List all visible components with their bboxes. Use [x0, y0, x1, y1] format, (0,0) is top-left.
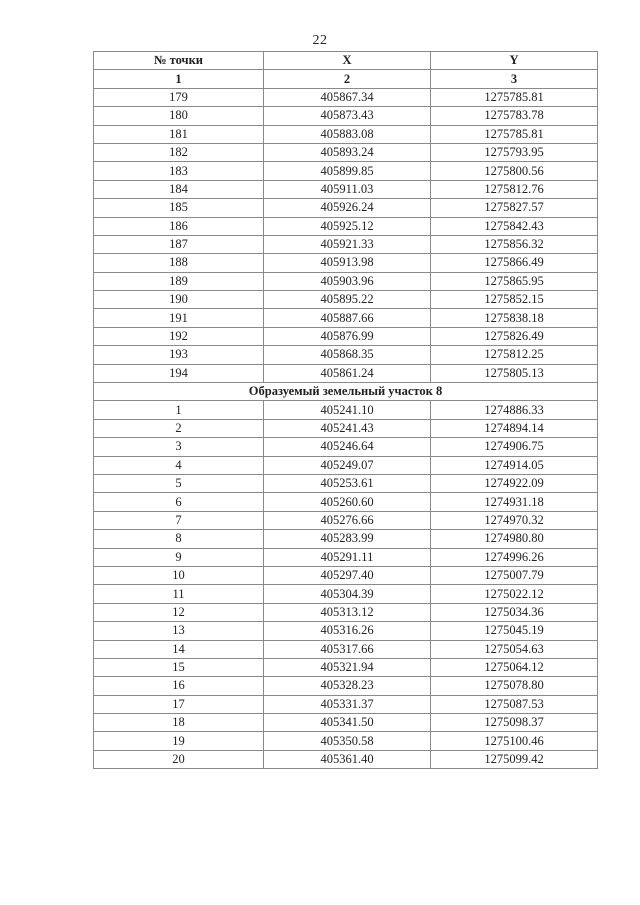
x-cell: 405887.66 [264, 309, 431, 327]
column-number: 3 [431, 70, 598, 88]
table-row [94, 88, 598, 106]
y-cell: 1275078.80 [431, 677, 598, 695]
y-cell: 1274886.33 [431, 401, 598, 419]
x-cell: 405313.12 [264, 603, 431, 621]
table-row [94, 622, 598, 640]
x-cell: 405350.58 [264, 732, 431, 750]
table-row [94, 180, 598, 198]
table-row [94, 291, 598, 309]
table-row [94, 640, 598, 658]
y-cell: 1275856.32 [431, 235, 598, 253]
y-cell: 1275785.81 [431, 88, 598, 106]
point-number-cell: 6 [94, 493, 264, 511]
point-number-cell: 188 [94, 254, 264, 272]
y-cell: 1275098.37 [431, 714, 598, 732]
y-cell: 1275783.78 [431, 107, 598, 125]
table-row [94, 566, 598, 584]
y-cell: 1274931.18 [431, 493, 598, 511]
table-row [94, 401, 598, 419]
y-cell: 1274980.80 [431, 530, 598, 548]
point-number-cell: 185 [94, 199, 264, 217]
table-row [94, 143, 598, 161]
x-cell: 405911.03 [264, 180, 431, 198]
y-cell: 1275852.15 [431, 291, 598, 309]
section-title: Образуемый земельный участок 8 [94, 383, 598, 401]
x-cell: 405241.43 [264, 419, 431, 437]
x-cell: 405304.39 [264, 585, 431, 603]
point-number-cell: 19 [94, 732, 264, 750]
x-cell: 405316.26 [264, 622, 431, 640]
x-cell: 405926.24 [264, 199, 431, 217]
table-row [94, 603, 598, 621]
x-cell: 405903.96 [264, 272, 431, 290]
y-cell: 1275842.43 [431, 217, 598, 235]
page-number: 22 [312, 33, 328, 48]
table-row [94, 493, 598, 511]
y-cell: 1274914.05 [431, 456, 598, 474]
table-row [94, 419, 598, 437]
header-row [94, 52, 598, 70]
header-x: X [264, 52, 431, 70]
y-cell: 1275793.95 [431, 143, 598, 161]
point-number-cell: 194 [94, 364, 264, 382]
x-cell: 405873.43 [264, 107, 431, 125]
point-number-cell: 193 [94, 346, 264, 364]
point-number-cell: 15 [94, 658, 264, 676]
x-cell: 405921.33 [264, 235, 431, 253]
point-number-cell: 184 [94, 180, 264, 198]
point-number-cell: 14 [94, 640, 264, 658]
y-cell: 1275007.79 [431, 566, 598, 584]
y-cell: 1275022.12 [431, 585, 598, 603]
point-number-cell: 18 [94, 714, 264, 732]
x-cell: 405876.99 [264, 327, 431, 345]
point-number-cell: 10 [94, 566, 264, 584]
table-row [94, 695, 598, 713]
table-row [94, 750, 598, 768]
table-row [94, 474, 598, 492]
x-cell: 405291.11 [264, 548, 431, 566]
x-cell: 405246.64 [264, 438, 431, 456]
y-cell: 1275785.81 [431, 125, 598, 143]
coordinates-table [93, 51, 598, 769]
y-cell: 1275838.18 [431, 309, 598, 327]
y-cell: 1275827.57 [431, 199, 598, 217]
header-point-number: № точки [94, 52, 264, 70]
y-cell: 1275064.12 [431, 658, 598, 676]
point-number-cell: 187 [94, 235, 264, 253]
x-cell: 405925.12 [264, 217, 431, 235]
point-number-cell: 20 [94, 750, 264, 768]
y-cell: 1274906.75 [431, 438, 598, 456]
point-number-cell: 7 [94, 511, 264, 529]
x-cell: 405297.40 [264, 566, 431, 584]
y-cell: 1275100.46 [431, 732, 598, 750]
point-number-cell: 181 [94, 125, 264, 143]
y-cell: 1274894.14 [431, 419, 598, 437]
table-row [94, 235, 598, 253]
section-row [94, 383, 598, 401]
table-row [94, 530, 598, 548]
x-cell: 405868.35 [264, 346, 431, 364]
point-number-cell: 12 [94, 603, 264, 621]
y-cell: 1275866.49 [431, 254, 598, 272]
y-cell: 1275865.95 [431, 272, 598, 290]
point-number-cell: 4 [94, 456, 264, 474]
point-number-cell: 192 [94, 327, 264, 345]
x-cell: 405899.85 [264, 162, 431, 180]
header-y: Y [431, 52, 598, 70]
point-number-cell: 1 [94, 401, 264, 419]
x-cell: 405317.66 [264, 640, 431, 658]
y-cell: 1275045.19 [431, 622, 598, 640]
y-cell: 1275812.76 [431, 180, 598, 198]
column-number: 1 [94, 70, 264, 88]
x-cell: 405913.98 [264, 254, 431, 272]
point-number-cell: 182 [94, 143, 264, 161]
x-cell: 405253.61 [264, 474, 431, 492]
y-cell: 1275087.53 [431, 695, 598, 713]
table-row [94, 162, 598, 180]
table-row [94, 456, 598, 474]
y-cell: 1275826.49 [431, 327, 598, 345]
x-cell: 405893.24 [264, 143, 431, 161]
table-row [94, 217, 598, 235]
rows-group-a [94, 88, 598, 382]
x-cell: 405361.40 [264, 750, 431, 768]
x-cell: 405867.34 [264, 88, 431, 106]
x-cell: 405241.10 [264, 401, 431, 419]
table-row [94, 511, 598, 529]
rows-group-b [94, 401, 598, 769]
table-row [94, 309, 598, 327]
point-number-cell: 190 [94, 291, 264, 309]
column-number-row [94, 70, 598, 88]
x-cell: 405260.60 [264, 493, 431, 511]
x-cell: 405328.23 [264, 677, 431, 695]
table-row [94, 346, 598, 364]
table-row [94, 107, 598, 125]
table-row [94, 658, 598, 676]
table-row [94, 272, 598, 290]
table-row [94, 199, 598, 217]
table-row [94, 327, 598, 345]
y-cell: 1274922.09 [431, 474, 598, 492]
y-cell: 1275812.25 [431, 346, 598, 364]
table-row [94, 364, 598, 382]
x-cell: 405283.99 [264, 530, 431, 548]
x-cell: 405321.94 [264, 658, 431, 676]
point-number-cell: 8 [94, 530, 264, 548]
y-cell: 1275805.13 [431, 364, 598, 382]
point-number-cell: 191 [94, 309, 264, 327]
point-number-cell: 9 [94, 548, 264, 566]
point-number-cell: 17 [94, 695, 264, 713]
point-number-cell: 180 [94, 107, 264, 125]
column-number: 2 [264, 70, 431, 88]
table-row [94, 125, 598, 143]
point-number-cell: 13 [94, 622, 264, 640]
y-cell: 1275099.42 [431, 750, 598, 768]
point-number-cell: 186 [94, 217, 264, 235]
x-cell: 405331.37 [264, 695, 431, 713]
table-row [94, 585, 598, 603]
table-row [94, 254, 598, 272]
point-number-cell: 16 [94, 677, 264, 695]
table-row [94, 548, 598, 566]
table-row [94, 677, 598, 695]
table-row [94, 438, 598, 456]
x-cell: 405276.66 [264, 511, 431, 529]
y-cell: 1275054.63 [431, 640, 598, 658]
x-cell: 405883.08 [264, 125, 431, 143]
y-cell: 1274996.26 [431, 548, 598, 566]
point-number-cell: 2 [94, 419, 264, 437]
x-cell: 405341.50 [264, 714, 431, 732]
point-number-cell: 189 [94, 272, 264, 290]
point-number-cell: 11 [94, 585, 264, 603]
table-row [94, 714, 598, 732]
point-number-cell: 179 [94, 88, 264, 106]
x-cell: 405895.22 [264, 291, 431, 309]
table-row [94, 732, 598, 750]
y-cell: 1275034.36 [431, 603, 598, 621]
y-cell: 1275800.56 [431, 162, 598, 180]
point-number-cell: 5 [94, 474, 264, 492]
y-cell: 1274970.32 [431, 511, 598, 529]
point-number-cell: 3 [94, 438, 264, 456]
x-cell: 405249.07 [264, 456, 431, 474]
point-number-cell: 183 [94, 162, 264, 180]
x-cell: 405861.24 [264, 364, 431, 382]
